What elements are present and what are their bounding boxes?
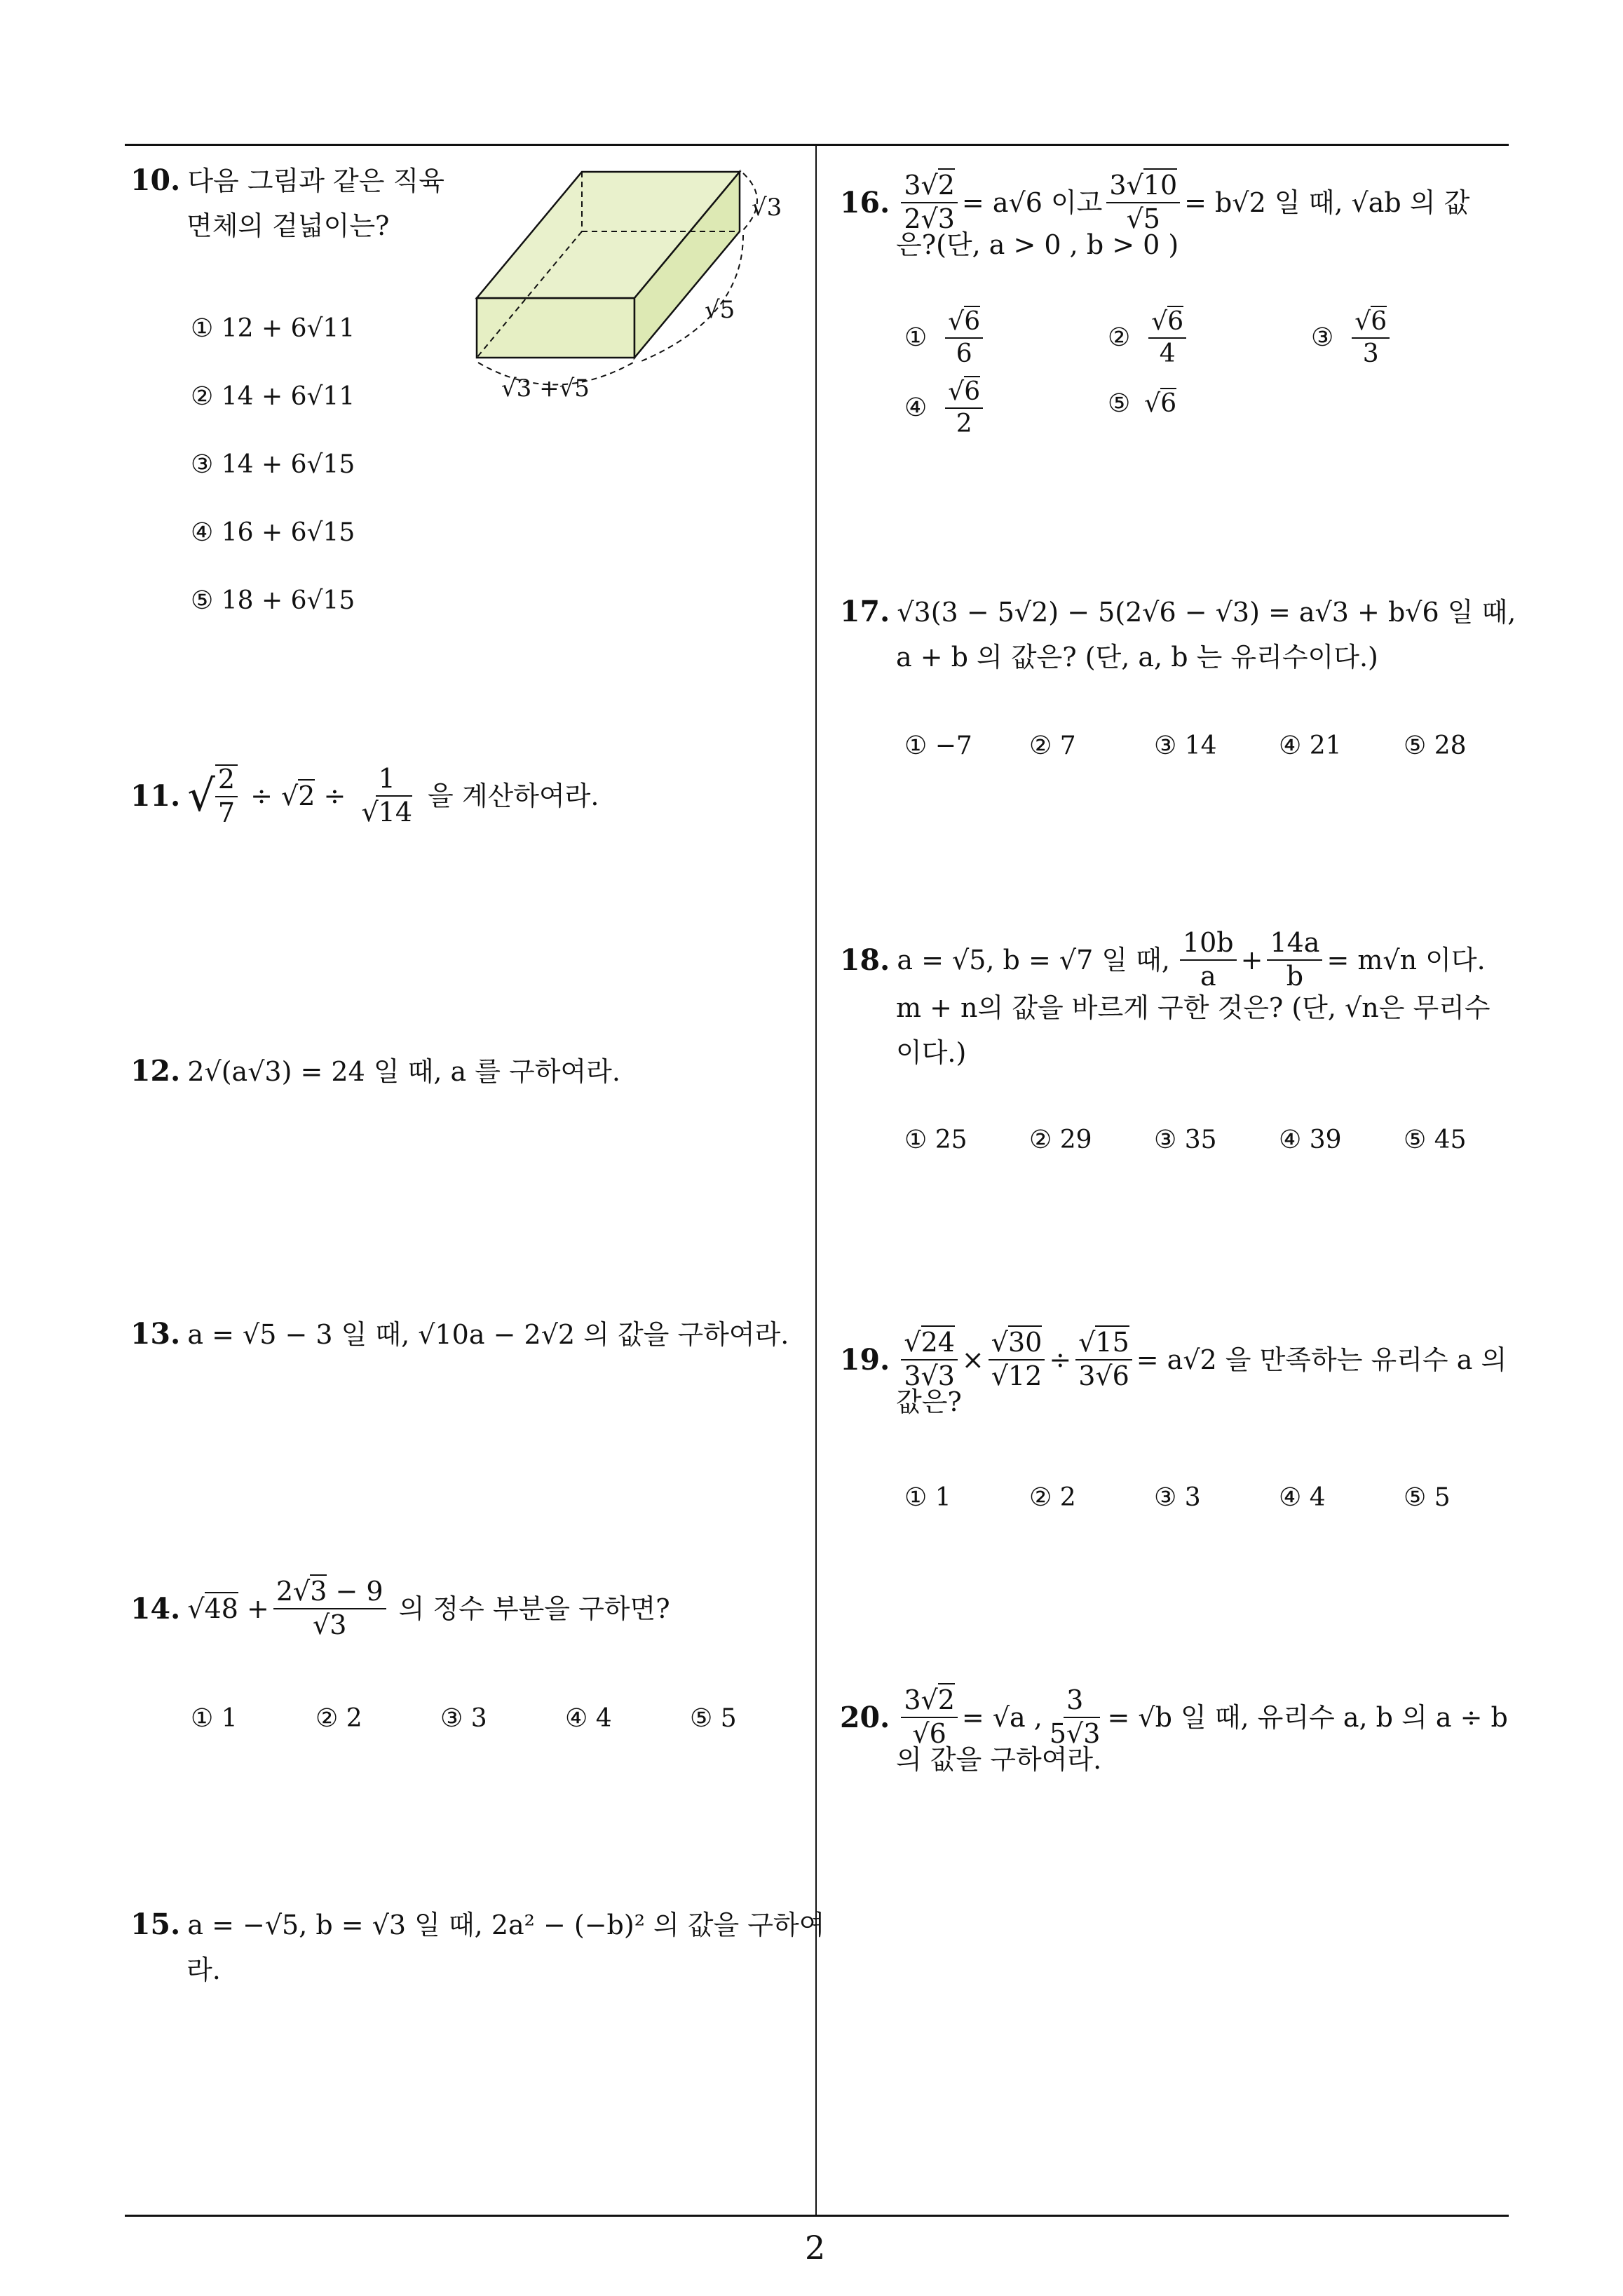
figure-label-height: √3 [752, 194, 782, 222]
choice-3[interactable]: ③ 35 [1154, 1126, 1217, 1154]
choice-4[interactable]: ④ 4 [565, 1704, 612, 1733]
q10-choices [191, 295, 355, 635]
question-16 [840, 172, 1469, 267]
question-text: = √b 일 때, 유리수 a, b 의 a ÷ b [1107, 1701, 1508, 1733]
expression: √ $\frac{2}{7}$ ÷ √2 ÷ $\frac{1}{√14}$ [187, 763, 413, 828]
question-number: 11. [130, 778, 181, 813]
choice-1[interactable]: ① 1 [904, 1483, 951, 1512]
figure-label-depth: √5 [705, 296, 735, 324]
choice-2[interactable]: ② 2 [1029, 1483, 1076, 1512]
expression: a = √5 − 3 일 때, √10a − 2√2 [187, 1319, 576, 1350]
question-text: 은?(단, a > 0 , b > 0 ) [896, 229, 1179, 260]
question-14 [130, 1578, 670, 1640]
choice-4[interactable]: ④ 39 [1279, 1126, 1342, 1154]
bottom-rule [125, 2215, 1509, 2217]
question-10 [130, 158, 444, 248]
top-rule [125, 144, 1509, 146]
choice-2[interactable]: ② 14 + 6√11 [191, 382, 355, 411]
figure-label-width: √3 +√5 [501, 374, 590, 403]
cuboid-figure [463, 165, 813, 417]
fraction: $\frac{10b}{a}$ [1180, 929, 1237, 991]
page-number: 2 [805, 2229, 826, 2267]
question-text: √3(3 − 5√2) − 5(2√6 − √3) = a√3 + b√6 일 때, [897, 597, 1516, 628]
question-number: 19. [840, 1342, 890, 1377]
choice-2[interactable]: ② 29 [1029, 1126, 1092, 1154]
choice-5[interactable]: ⑤ 18 + 6√15 [191, 586, 355, 615]
choice-1[interactable]: ① −7 [904, 731, 972, 760]
question-number: 12. [130, 1054, 181, 1088]
choice-3[interactable]: ③ $\frac{√6}{3}$ [1311, 309, 1394, 367]
question-15 [130, 1902, 824, 1992]
fraction: $\frac{3}{5√3}$ [1049, 1684, 1101, 1749]
choice-5[interactable]: ⑤ 45 [1404, 1126, 1467, 1154]
question-19: 19. $\frac{√24}{3√3}$ × $\frac{√30}{√12}$ ÷ $\frac{√15}{3√6}$ = a√2 을 만족하는 유리수 a 의 값은? [840, 1329, 1507, 1424]
question-text: = √a , [961, 1701, 1043, 1733]
choice-2[interactable]: ② $\frac{√6}{4}$ [1108, 309, 1190, 367]
question-text: 이다.) [896, 1036, 967, 1068]
question-text: 의 값을 구하여라. [575, 1319, 789, 1350]
question-text: a = √5, b = √7 일 때, [897, 944, 1170, 975]
question-number: 15. [130, 1907, 181, 1941]
question-text: 일 때, a 를 구하여라. [365, 1056, 620, 1087]
fraction: $\frac{3√2}{2√3}$ [901, 172, 958, 234]
fraction: $\frac{√15}{3√6}$ [1075, 1329, 1132, 1391]
question-12 [130, 1048, 620, 1094]
question-text: a + b 의 값은? (단, a, b 는 유리수이다.) [896, 642, 1378, 673]
choice-3[interactable]: ③ 14 + 6√15 [191, 450, 355, 479]
question-11 [130, 764, 599, 828]
question-text: 의 정수 부분을 구하면? [398, 1593, 670, 1624]
question-text: 을 계산하여라. [428, 780, 599, 811]
choice-2[interactable]: ② 7 [1029, 731, 1076, 760]
question-text: 다음 그림과 같은 직육 [187, 166, 444, 196]
expression: 2√(a√3) = 24 [187, 1056, 365, 1087]
question-20 [840, 1684, 1508, 1782]
question-text: 값은? [896, 1386, 962, 1417]
choice-3[interactable]: ③ 14 [1154, 731, 1217, 760]
cuboid-front-face [477, 298, 634, 358]
choice-1[interactable]: ① 12 + 6√11 [191, 314, 355, 343]
choice-1[interactable]: ① $\frac{√6}{6}$ [904, 309, 987, 367]
choice-3[interactable]: ③ 3 [440, 1704, 487, 1733]
fraction: $\frac{3√10}{√5}$ [1106, 172, 1180, 234]
question-text: = m√n 이다. [1326, 944, 1486, 975]
question-number: 18. [840, 943, 890, 977]
choice-4[interactable]: ④ $\frac{√6}{2}$ [904, 379, 987, 438]
choice-4[interactable]: ④ 21 [1279, 731, 1342, 760]
fraction: $\frac{3√2}{√6}$ [901, 1687, 958, 1748]
question-number: 16. [840, 185, 890, 220]
choice-4[interactable]: ④ 4 [1279, 1483, 1326, 1512]
choice-1[interactable]: ① 1 [191, 1704, 238, 1733]
question-number: 14. [130, 1591, 181, 1626]
question-13 [130, 1311, 789, 1357]
question-18: 18. a = √5, b = √7 일 때, $\frac{10b}{a}$ + $\frac{14a}{b}$ = m√n 이다. m + n의 값을 바르게 구한 것은? (단, √n은 무리수 이다.) [840, 929, 1490, 1075]
fraction: $\frac{√30}{√12}$ [989, 1329, 1045, 1391]
choice-4[interactable]: ④ 16 + 6√15 [191, 518, 355, 547]
choice-5[interactable]: ⑤ 5 [1404, 1483, 1451, 1512]
choice-5[interactable]: ⑤ 28 [1404, 731, 1467, 760]
question-text: m + n의 값을 바르게 구한 것은? (단, √n은 무리수 [896, 992, 1490, 1023]
choice-3[interactable]: ③ 3 [1154, 1483, 1201, 1512]
fraction: $\frac{√24}{3√3}$ [901, 1329, 958, 1391]
fraction: $\frac{14a}{b}$ [1267, 929, 1322, 991]
expression: √48 + $\frac{2√3 - 9}{√3}$ [187, 1578, 390, 1640]
question-number: 17. [840, 595, 890, 628]
choice-5[interactable]: ⑤ √6 [1108, 389, 1177, 418]
question-number: 13. [130, 1317, 181, 1351]
question-text: = b√2 일 때, √ab 의 값 [1184, 187, 1470, 218]
question-text: 라. [186, 1954, 221, 1985]
question-text: a = −√5, b = √3 일 때, 2a² − (−b)² 의 값을 구하여 [187, 1910, 825, 1940]
question-text: 면체의 겉넓이는? [186, 210, 390, 241]
question-text: = a√2 을 만족하는 유리수 a 의 [1136, 1344, 1507, 1375]
choice-1[interactable]: ① 25 [904, 1126, 967, 1154]
choice-5[interactable]: ⑤ 5 [690, 1704, 737, 1733]
question-number: 10. [130, 163, 181, 197]
choice-2[interactable]: ② 2 [315, 1704, 362, 1733]
question-text: 의 값을 구하여라. [896, 1743, 1102, 1775]
question-17 [840, 589, 1516, 680]
question-number: 20. [840, 1700, 890, 1734]
question-text: = a√6 이고 [961, 187, 1103, 218]
